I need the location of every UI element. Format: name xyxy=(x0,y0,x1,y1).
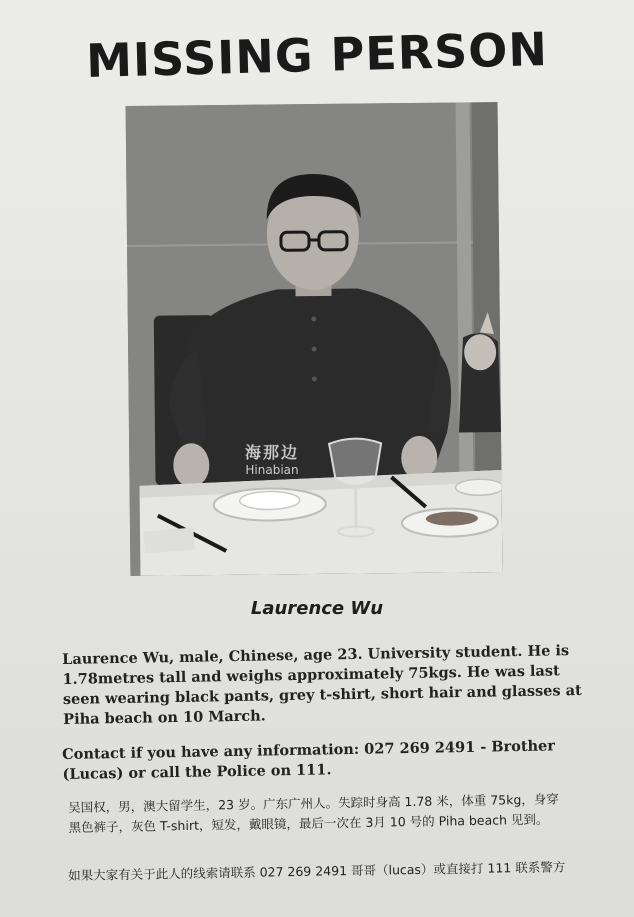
watermark-cn: 海那边 xyxy=(245,443,300,462)
chinese-description-text: 吴国权，男，澳大留学生，23 岁。广东广州人。失踪时身高 1.78 米，体重 75kg，身穿黑色裤子，灰色 T-shirt，短发，戴眼镜，最后一次在 3月 10 号的 Piha beach 见到。 xyxy=(68,791,559,835)
missing-person-photo xyxy=(126,102,503,576)
chinese-contact-text: 如果大家有关于此人的线索请联系 027 269 2491 哥哥（lucas）或直接打 111 联系警方 xyxy=(68,859,566,883)
person-name: Laurence Wu xyxy=(250,598,384,619)
watermark xyxy=(245,440,299,477)
watermark-en: Hinabian xyxy=(245,463,299,477)
description-text: Laurence Wu, male, Chinese, age 23. University student. He is 1.78metres tall and weighs approximately 75kgs. He was last seen wearing black pants, grey t-shirt, short hair and glasses at Piha beach on 10 March. xyxy=(62,642,582,728)
poster-title: MISSING PERSON xyxy=(85,21,549,89)
contact-text: Contact if you have any information: 027 269 2491 - Brother (Lucas) or call the Police on 111. xyxy=(62,737,556,783)
